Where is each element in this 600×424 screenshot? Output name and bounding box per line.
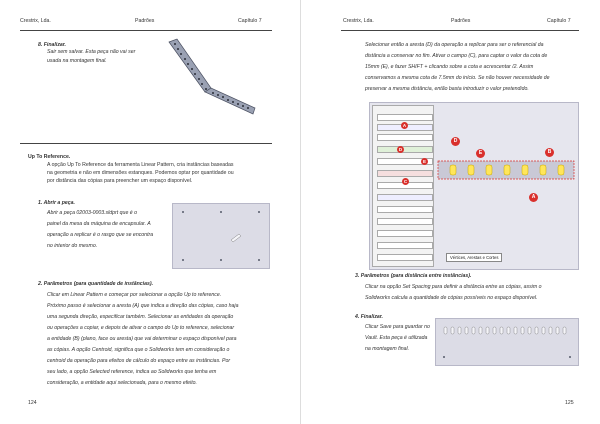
step1-title: 1. Abrir a peça. — [38, 200, 76, 206]
callout-e-panel: E — [422, 159, 426, 164]
callout-d: D — [451, 137, 460, 146]
header-company: Crestrix, Lda. — [343, 18, 374, 24]
step4-line-3: na montagem final. — [365, 346, 410, 352]
page-number-left: 124 — [28, 400, 37, 406]
step3-title: 3. Parâmetros (para distância entre instâncias). — [355, 273, 472, 279]
intro-line-5: preservar a mesma distância, então basta introduzir o valor pretendido. — [365, 86, 529, 92]
header-section: Padrões — [135, 18, 155, 24]
bent-bar-render — [155, 36, 275, 118]
intro-line-1: A opção Up To Reference da ferramenta Linear Pattern, cria instâncias baseadas — [47, 162, 234, 168]
step4-title: 4. Finalizar. — [355, 314, 383, 320]
header-rule — [341, 30, 579, 31]
tooltip: Vértices, Arestas e Cortes — [446, 253, 502, 262]
right-page — [300, 0, 600, 424]
callout-e: E — [476, 149, 485, 158]
step2-line-2: Próximo passo é selecionar a aresta (A) que indica a direção das cópias, caso haja — [47, 303, 239, 309]
table-panel-render — [172, 203, 270, 269]
callout-d-panel: D — [398, 147, 403, 152]
step2-line-5: a entidade (B) (plano, face ou aresta) que vai determinar o espaço disponível para — [47, 336, 237, 342]
header-company: Crestrix, Lda. — [20, 18, 51, 24]
callout-b: B — [545, 148, 554, 157]
step2-line-8: seu lado, a opção Selected reference, indica ao Solidworks que tenha em — [47, 369, 217, 375]
step3-line-1: Clicar na opção Set Spacing para definir a distância entre as cópias, assim o — [365, 284, 542, 290]
step2-line-6: as cópias. A opção Centroid, significa que o Solidworks tem em consideração o — [47, 347, 230, 353]
up-to-reference-heading: Up To Reference. — [28, 154, 71, 160]
page-number-right: 125 — [565, 400, 574, 406]
viewport-plate — [436, 143, 576, 203]
step4-line-1: Clicar Save para guardar no — [365, 324, 430, 330]
final-panel-render — [435, 318, 579, 366]
step1-line-3: operação a replicar é o rasgo que se encontra — [47, 232, 154, 238]
callout-a: A — [529, 193, 538, 202]
header-chapter: Capítulo 7 — [547, 18, 571, 24]
step2-line-9: consideração, a entidade aqui selecionada, para o mesmo efeito. — [47, 380, 197, 386]
header-chapter: Capítulo 7 — [238, 18, 262, 24]
intro-line-3: por distância das cópias para preencher um espaço disponível. — [47, 178, 193, 184]
callout-a-panel: A — [402, 123, 407, 128]
step2-line-7: centroid da operação para efeitos de cálculo do espaço entre as instâncias. Por — [47, 358, 231, 364]
property-manager-panel — [372, 105, 434, 267]
step2-line-4: ou operações a copiar, e depois de ativar o campo do Up to reference, selecionar — [47, 325, 235, 331]
step1-line-1: Abrir a peça 02003-0003.sldprt que é o — [47, 210, 137, 216]
callout-c-panel: C — [403, 179, 408, 184]
step2-line-1: Clicar em Linear Pattern e começar por selecionar a opção Up to reference. — [47, 292, 222, 298]
header-section: Padrões — [451, 18, 471, 24]
step2-line-3: uma segunda direção, especificar também. Selecionar as entidades da operação — [47, 314, 234, 320]
header-rule — [20, 30, 272, 31]
intro-line-2: na geometria e não em dimensões estanques. Podemos optar por quantidade ou — [47, 170, 234, 176]
intro-line-1: Selecionar então a aresta (D) da operação a replicar para ser o referencial da — [365, 42, 544, 48]
intro-line-3: 15mm (E), e fazer SHIFT + clicando sobre a cota e acrescentar /2. Assim — [365, 64, 534, 70]
step4-line-2: Vault. Esta peça é utilizada — [365, 335, 428, 341]
step8-title: 8. Finalizar. — [38, 42, 66, 48]
step8-body: Sair sem salvar. Esta peça não vai ser usada na montagem final. — [47, 49, 136, 64]
step1-line-4: no interior do mesmo. — [47, 243, 98, 249]
step2-title: 2. Parâmetros (para quantidade de instâncias). — [38, 281, 154, 287]
step1-line-2: painel da mesa da máquina de encapsular. A — [47, 221, 151, 227]
section-rule — [20, 143, 272, 144]
step3-line-2: Solidworks calcula a quantidade de cópias possíveis no espaço disponível. — [365, 295, 538, 301]
intro-line-2: distância a conservar no fim. Ativar o campo (C), para captar o valor da cota de — [365, 53, 548, 59]
intro-line-4: conservamos a mesma cota de 7.5mm do início. Se não houver necessidade de — [365, 75, 550, 81]
